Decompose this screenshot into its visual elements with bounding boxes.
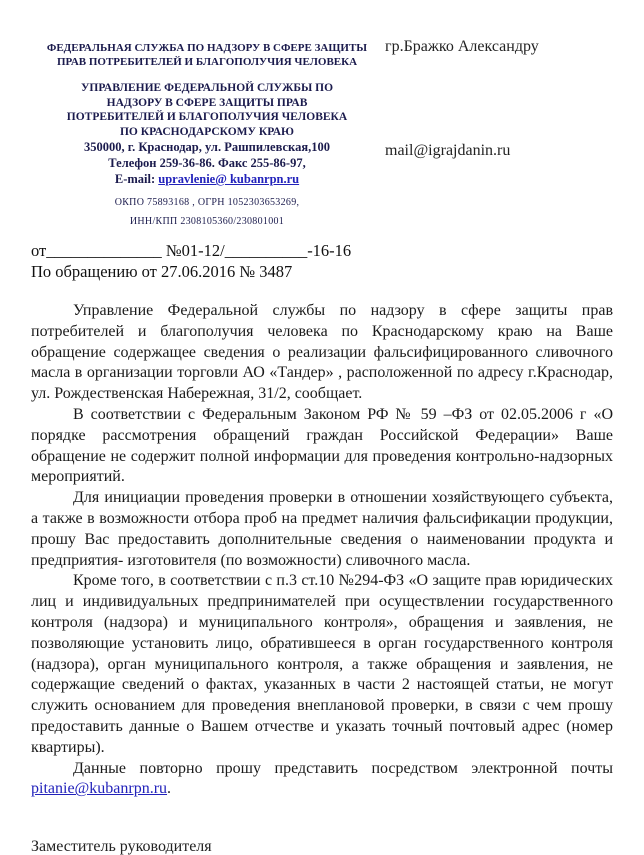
body-paragraph: Кроме того, в соответствии с п.3 ст.10 №294-ФЗ «О защите прав юридических лиц и индивидуальных предпринимателей при осуществлении государственного контроля (надзора) и муниципального контроля», обращения и заявления, не позволяющие установить лицо, обратившееся в орган государственного контроля (надзора), орган муниципального контроля, а также обращения и заявления, не содержащие сведений о фактах, указанных в части 2 настоящей статьи, не могут служить основанием для проведения внеплановой проверки, в связи с чем прошу предоставить данные о Вашем отчестве и указать точный почтовый адрес (номер квартиры).: [31, 572, 613, 756]
recipient-name: гр.Бражко Александру: [385, 38, 539, 55]
reference-number-line: от______________ №01-12/__________-16-16: [31, 241, 352, 260]
letter-header: [31, 36, 613, 228]
letterhead-address: 350000, г. Краснодар, ул. Рашпилевская,100: [84, 140, 330, 154]
letter-body: [31, 301, 613, 800]
inn-kpp-line: ИНН/КПП 2308105360/230801001: [129, 216, 285, 227]
recipient-email: mail@igrajdanin.ru: [385, 142, 511, 159]
email-label: E-mail:: [114, 172, 156, 186]
okpo-ogrn-line: ОКПО 75893168 , ОГРН 1052303653269,: [114, 197, 300, 208]
signature-title: Заместитель руководителя: [31, 838, 212, 855]
recipient-block: [385, 36, 539, 228]
reference-block: [31, 241, 613, 282]
department-name: УПРАВЛЕНИЕ ФЕДЕРАЛЬНОЙ СЛУЖБЫ ПО НАДЗОРУ В СФЕРЕ ЗАЩИТЫ ПРАВ ПОТРЕБИТЕЛЕЙ И БЛАГОПОЛУЧИЯ ЧЕЛОВЕКА ПО КРАСНОДАРСКОМУ КРАЮ: [66, 82, 348, 138]
agency-name: ФЕДЕРАЛЬНАЯ СЛУЖБА ПО НАДЗОРУ В СФЕРЕ ЗАЩИТЫ ПРАВ ПОТРЕБИТЕЛЕЙ И БЛАГОПОЛУЧИЯ ЧЕЛОВЕКА: [46, 42, 368, 68]
closing-suffix: .: [167, 780, 172, 798]
letterhead-email-line: [31, 171, 383, 187]
letterhead-phone-fax: Телефон 259-36-86. Факс 255-86-97,: [108, 156, 306, 170]
closing-text: Данные повторно прошу представить посредством электронной почты: [73, 759, 613, 777]
body-paragraph: В соответствии с Федеральным Законом РФ № 59 –ФЗ от 02.05.2006 г «О порядке рассмотрения обращений граждан Российской Федерации» Ваше обращение не содержит полной информации для проведения контрольно-надзорных мероприятий.: [31, 405, 613, 486]
body-paragraph: Управление Федеральной службы по надзору в сфере защиты прав потребителей и благополучия человека по Краснодарскому краю на Ваше обращение содержащее сведения о реализации фальсифицированного сливочного масла в организации торговли АО «Тандер» , расположенной по адресу г.Краснодар, ул. Рождественская Набережная, 31/2, сообщает.: [31, 302, 613, 403]
body-closing-paragraph: [31, 759, 613, 801]
closing-email-link[interactable]: pitanie@kubanrpn.ru: [31, 780, 168, 798]
letterhead-block: [31, 36, 383, 228]
body-paragraph: Для инициации проведения проверки в отношении хозяйствующего субъекта, а также в возможности отбора проб на предмет наличия фальсификации продукции, прошу Вас предоставить дополнительные сведения о наименовании продукта и предприятия- изготовителя (по возможности) сливочного масла.: [31, 489, 613, 569]
letterhead-email-link[interactable]: upravlenie@ kubanrpn.ru: [158, 172, 300, 186]
reference-regarding-line: По обращению от 27.06.2016 № 3487: [31, 261, 293, 281]
